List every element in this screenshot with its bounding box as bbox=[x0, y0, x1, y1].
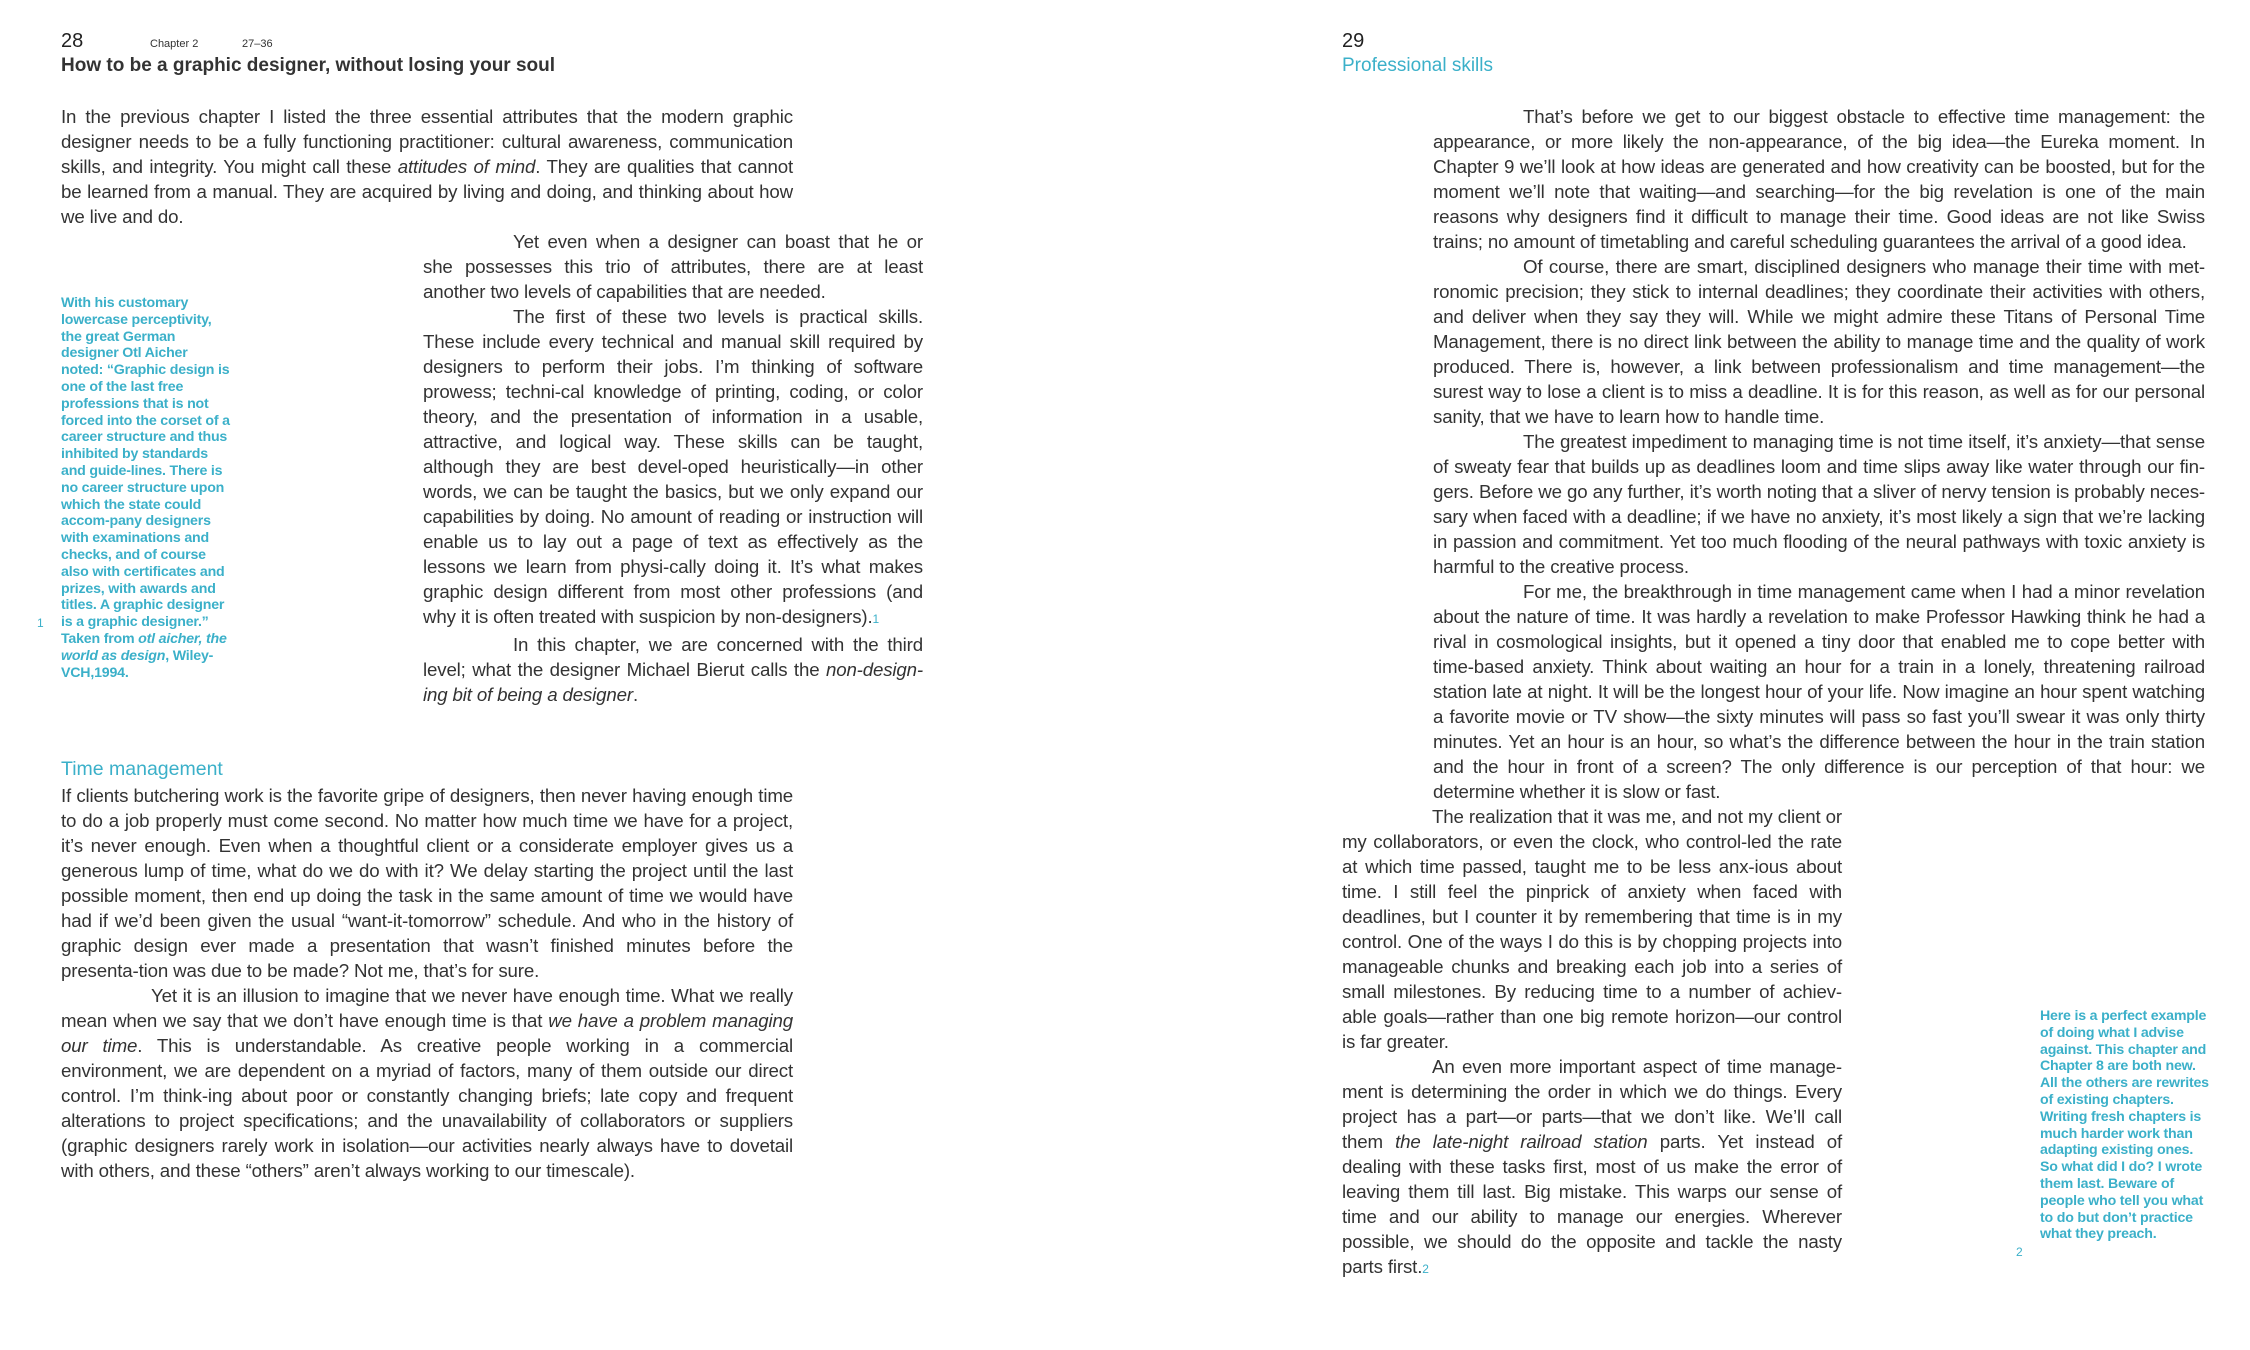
right-upper-text bbox=[1433, 104, 2205, 804]
section-heading: Time management bbox=[61, 758, 223, 780]
right-lower-column bbox=[1342, 804, 1842, 1282]
intro-paragraph: In the previous chapter I listed the three essential attributes that the modern graphic designer needs to be a fully functioning practitioner: cultural awareness, communication skills, and integrity. You might call these attitudes of mind. They are qualities that cannot be learned from a manual. They are acquired by living and doing, and thinking about how we live and do. bbox=[61, 106, 793, 227]
sidenote-1: With his customary lowercase perceptivity, the great German designer Otl Aicher noted: “Graphic design is one of the last free professions that is not forced into the corset of a career structure and thus inhibited by standards and guide-lines. There is no career structure upon which the state could accom-pany designers with examinations and checks, and of course also with certificates and prizes, with awards and titles. A graphic designer is a graphic designer.” Taken from otl aicher, the world as design, Wiley-VCH,1994. bbox=[61, 295, 230, 681]
body-paragraph: If clients butchering work is the favorite gripe of designers, then never having enough time to do a job properly must come second. No matter how much time we have for a project, it’s never enough. Even when a thoughtful client or a considerate employer gives us a generous lump of time, what do we do with it? We delay starting the project until the last possible moment, then end up doing the task in the same amount of time we would have had if we’d been given the usual “want-it-tomorrow” schedule. And who in the history of graphic design ever made a presentation that wasn’t finished minutes before the presenta-tion was due to be made? Not me, that’s for sure. bbox=[61, 785, 793, 981]
sidenote-number-2: 2 bbox=[2016, 1245, 2023, 1259]
body-paragraph: In this chapter, we are concerned with the third level; what the designer Michael Bierut calls the non-design-ing bit of being a designer. bbox=[423, 634, 923, 705]
left-running-title: How to be a graphic designer, without losing your soul bbox=[61, 55, 556, 76]
footnote-ref-1[interactable]: 1 bbox=[872, 612, 880, 626]
body-paragraph: An even more important aspect of time manage-ment is determining the order in which we do things. Every project has a part—or parts—that we don’t like. We’ll call them the late-night railroad station parts. Yet instead of dealing with these tasks first, most of us make the error of leaving them till last. Big mistake. This warps our sense of time and our ability to manage our energies. Wherever possible, we should do the opposite and tackle the nasty parts first.2 bbox=[1342, 1056, 1842, 1277]
body-paragraph: Yet it is an illusion to imagine that we never have enough time. What we really mean when we say that we don’t have enough time is that we have a problem managing our time. This is understandable. As creative people working in a commercial environment, we are dependent on a myriad of factors, many of them outside our direct control. I’m think-ing about poor or constantly changing briefs; late copy and frequent alterations to project specifications; and the unavailability of collaborators or suppliers (graphic designers rarely work in isolation—our activities nearly always have to dovetail with others, and these “others” aren’t always working to our timescale). bbox=[61, 985, 794, 1181]
body-paragraph: That’s before we get to our biggest obstacle to effective time management: the appearance, or more likely the non-appearance, of the big idea—the Eureka moment. In Chapter 9 we’ll look at how ideas are generated and how creativity can be boosted, but for the moment we’ll note that waiting—and searching—for the big revelation is one of the main reasons why designers find it difficult to manage their time. Good ideas are not like Swiss trains; no amount of timetabling and careful scheduling guarantees the arrival of a good idea. bbox=[1433, 106, 2205, 252]
body-paragraph: The first of these two levels is practical skills. These include every technical and manual skill required by designers to perform their jobs. I’m thinking of software prowess; techni-cal knowledge of printing, coding, or color theory, and the presentation of information in a usable, attractive, and logical way. These skills can be taught, although they are best devel-oped heuristically—in other words, we can be taught the basics, but we only expand our capabilities by doing. No amount of reading or instruction will enable us to lay out a page of text as effectively as the lessons we learn from physi-cally doing it. It’s what makes graphic design different from most other professions (and why it is often treated with suspicion by non-designers).1 bbox=[423, 306, 923, 627]
skills-column bbox=[423, 229, 923, 707]
left-page-number: 28 bbox=[61, 30, 84, 52]
chapter-label: Chapter 2 bbox=[150, 38, 199, 50]
sidenote-2: Here is a perfect example of doing what I advise against. This chapter and Chapter 8 are both new. All the others are rewrites of existing chapters. Writing fresh chapters is much harder work than adapting existing ones. So what did I do? I wrote them last. Beware of people who tell you what to do but don’t practice what they preach. bbox=[2040, 1008, 2209, 1243]
body-paragraph: The realization that it was me, and not my client or my collaborators, or even the clock, who control-led the rate at which time passed, taught me to be less anx-ious about time. I still feel the pinprick of anxiety when faced with deadlines, but I counter it by remembering that time is in my control. One of the ways I do this is by chopping projects into manageable chunks and breaking each job into a series of small milestones. By reducing time to a number of achiev-able goals—rather than one big remote horizon—our control is far greater. bbox=[1342, 806, 1842, 1052]
right-page-number: 29 bbox=[1342, 30, 1365, 52]
right-running-title: Professional skills bbox=[1342, 55, 1493, 76]
time-management-text bbox=[61, 783, 793, 1183]
body-paragraph: For me, the breakthrough in time management came when I had a minor revelation about the nature of time. It was hardly a revelation to make Professor Hawking think he had a rival in cosmological insights, but it opened a tiny door that enabled me to cope better with time-based anxiety. Think about waiting an hour for a train in a lonely, threatening railroad station late at night. It will be the longest hour of your life. Now imagine an hour spent watching a favorite movie or TV show—the sixty minutes will pass so fast you’ll swear it was only thirty minutes. Yet an hour is an hour, so what’s the difference between the hour in the train station and the hour in front of a screen? The only difference is our perception of that hour: we determine whether it is slow or fast. bbox=[1433, 581, 2205, 802]
footnote-ref-2[interactable]: 2 bbox=[1422, 1262, 1429, 1276]
body-paragraph: Yet even when a designer can boast that he or she possesses this trio of attributes, there are at least another two levels of capabilities that are needed. bbox=[423, 231, 923, 302]
body-paragraph: Of course, there are smart, disciplined designers who manage their time with met-ronomic precision; they stick to internal deadlines; they coordinate their activities with others, and deliver when they say they will. While we might admire these Titans of Personal Time Management, there is no direct link between the ability to manage time and the quality of work produced. There is, however, a link between professionalism and time management—the surest way to lose a client is to miss a deadline. It is for this reason, as well as for our personal sanity, that we have to learn how to handle time. bbox=[1433, 256, 2205, 427]
sidenote-number-1: 1 bbox=[37, 616, 44, 630]
body-paragraph: The greatest impediment to managing time is not time itself, it’s anxiety—that sense of sweaty fear that builds up as deadlines loom and time slips away like water through our fin-gers. Before we go any further, it’s worth noting that a sliver of nervy tension is probably neces-sary when faced with a deadline; if we have no anxiety, it’s most likely a sign that we’re lacking in passion and commitment. Yet too much flooding of the neural pathways with toxic anxiety is harmful to the creative process. bbox=[1433, 431, 2205, 577]
page-range: 27–36 bbox=[242, 38, 273, 50]
